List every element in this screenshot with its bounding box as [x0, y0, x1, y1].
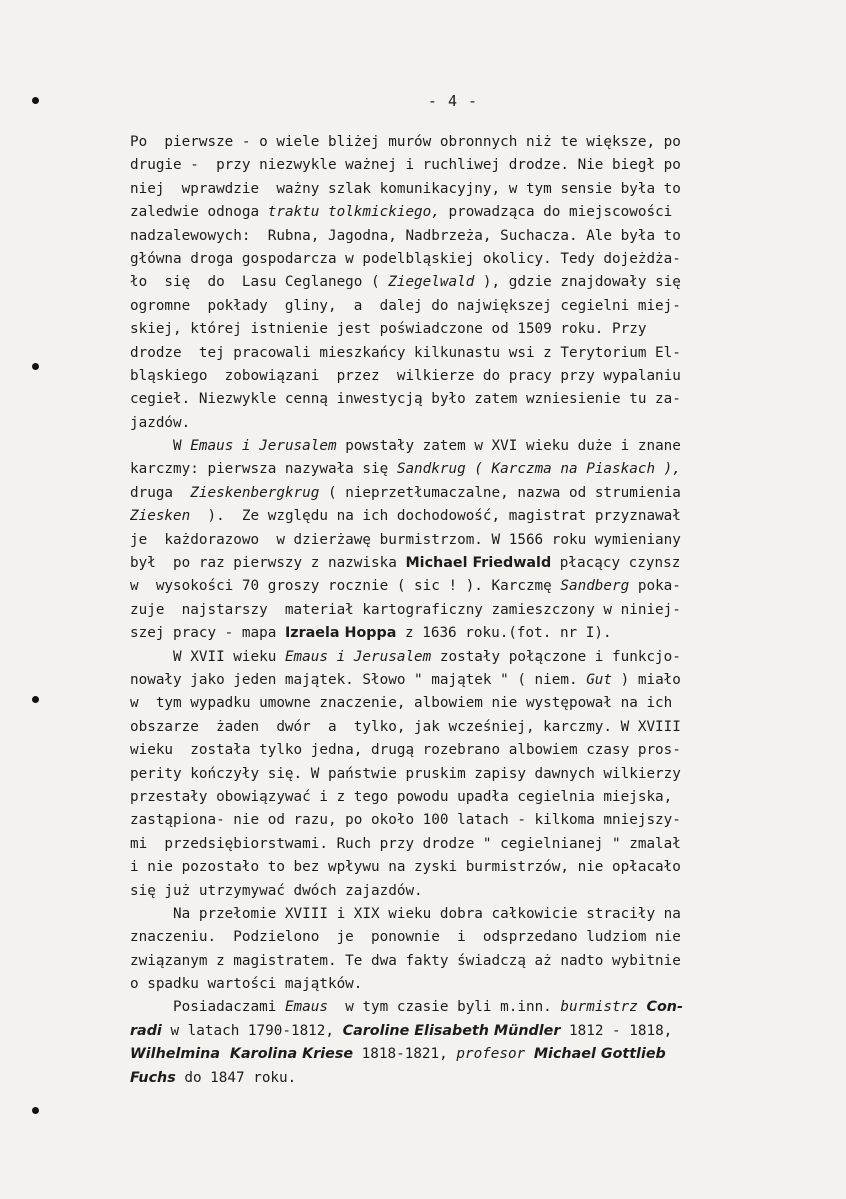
text-line [130, 318, 790, 341]
text-run: W XVII wieku [130, 648, 285, 665]
text-run: ło się do Lasu Ceglanego ( [130, 274, 389, 291]
text-run: w tym czasie byli m.inn. [327, 999, 561, 1016]
emphasized-text: Emaus i Jerusalem [284, 648, 432, 665]
emphasized-text: burmistrz [560, 999, 647, 1016]
text-run: wieku została tylko jedna, drugą rozebrano albowiem czasy pros- [130, 742, 681, 759]
text-run: się już utrzymywać dwóch zajazdów. [130, 882, 423, 899]
emphasized-text: Emaus i Jerusalem [190, 438, 337, 455]
text-line [130, 388, 790, 411]
text-run: ), gdzie znajdowały się [474, 274, 681, 291]
text-line [130, 669, 790, 692]
text-line [130, 646, 790, 669]
text-run: niej wprawdzie ważny szlak komunikacyjny, w tym sensie była to [130, 180, 681, 197]
emphasized-text: Michael Friedwald [405, 555, 552, 572]
text-run: obszarze żaden dwór a tylko, jak wcześniej, karczmy. W XVIII [130, 718, 681, 735]
text-line [130, 599, 790, 622]
text-run: bląskiego zobowiązani przez wilkierze do pracy przy wypalaniu [130, 367, 681, 384]
text-run: płacący czynsz [551, 555, 681, 572]
emphasized-text: Gut [586, 671, 613, 688]
text-line [130, 786, 790, 809]
text-line [130, 903, 790, 926]
text-line [130, 833, 790, 856]
punch-hole-mark [32, 363, 39, 370]
emphasized-text: profesor [456, 1046, 534, 1063]
emphasized-text: Izraela Hoppa [284, 625, 397, 642]
text-line [130, 950, 790, 973]
text-line [130, 295, 790, 318]
text-line [130, 809, 790, 832]
text-line [130, 131, 790, 154]
text-line [130, 575, 790, 598]
text-line [130, 1020, 790, 1043]
emphasized-text: Emaus [284, 999, 328, 1016]
emphasized-text: Michael Gottlieb [533, 1046, 666, 1063]
text-run: powstały zatem w XVI wieku duże i znane [336, 438, 681, 455]
text-line [130, 1043, 790, 1066]
emphasized-text: Wilhelmina Karolina Kriese [130, 1046, 354, 1063]
text-run: ogromne pokłady gliny, a dalej do największej cegielni miej- [130, 297, 681, 314]
emphasized-text: Sandberg [560, 578, 630, 595]
text-line [130, 552, 790, 575]
punch-hole-mark [32, 696, 39, 703]
text-run: Posiadaczami [130, 999, 285, 1016]
text-line [130, 458, 790, 481]
text-line [130, 201, 790, 224]
text-run: 1818-1821, [353, 1046, 457, 1063]
text-run: druga [130, 484, 191, 501]
text-run: do 1847 roku. [175, 1069, 297, 1086]
text-line [130, 973, 790, 996]
text-run: cegieł. Niezwykle cenną inwestycją było zatem wzniesienie tu za- [130, 391, 681, 408]
text-line [130, 880, 790, 903]
text-run: Na przełomie XVIII i XIX wieku dobra całkowicie straciły na [130, 905, 681, 922]
emphasized-text: Sandkrug ( Karczma na Piaskach ), [396, 461, 681, 478]
text-run: w latach 1790-1812, [161, 1022, 343, 1039]
text-run: drodze tej pracowali mieszkańcy kilkunastu wsi z Terytorium El- [130, 344, 681, 361]
text-line [130, 739, 790, 762]
text-run: był po raz pierwszy z nazwiska [130, 555, 406, 572]
text-run: zastąpiona- nie od razu, po około 100 latach - kilkoma mniejszy- [130, 812, 681, 829]
text-line [130, 856, 790, 879]
emphasized-text: radi [130, 1022, 162, 1039]
text-run: ( nieprzetłumaczalne, nazwa od strumienia [319, 484, 681, 501]
text-run: 1812 - 1818, [560, 1022, 673, 1039]
text-run: prowadząca do miejscowości [439, 204, 673, 221]
text-run: nowały jako jeden majątek. Słowo " majątek " ( niem. [130, 671, 587, 688]
text-run: ). Ze względu na ich dochodowość, magistrat przyznawał [190, 508, 681, 525]
text-line [130, 926, 790, 949]
text-run: W [130, 438, 191, 455]
text-line [130, 435, 790, 458]
text-run: zostały połączone i funkcjo- [431, 648, 681, 665]
text-line [130, 365, 790, 388]
emphasized-text: Ziesken [130, 508, 191, 525]
text-line [130, 505, 790, 528]
text-run: poka- [629, 578, 681, 595]
text-run: Po pierwsze - o wiele bliżej murów obronnych niż te większe, po [130, 134, 681, 150]
text-run: przestały obowiązywać i z tego powodu upadła cegielnia miejska, [130, 788, 673, 805]
page-number: - 4 - [427, 92, 479, 110]
text-line [130, 342, 790, 365]
text-run: szej pracy - mapa [130, 625, 285, 642]
text-run: skiej, której istnienie jest poświadczone od 1509 roku. Przy [130, 321, 647, 338]
text-run: i nie pozostało to bez wpływu na zyski burmistrzów, nie opłacało [130, 859, 681, 876]
text-run: nadzalewowych: Rubna, Jagodna, Nadbrzeża, Suchacza. Ale była to [130, 227, 681, 244]
text-run: w wysokości 70 groszy rocznie ( sic ! ). Karczmę [130, 578, 561, 595]
text-line [130, 482, 790, 505]
text-run: ) miało [612, 671, 681, 688]
text-run: perity kończyły się. W państwie pruskim zapisy dawnych wilkierzy [130, 765, 681, 782]
text-line [130, 716, 790, 739]
punch-hole-mark [32, 1107, 39, 1114]
text-run: karczmy: pierwsza nazywała się [130, 461, 397, 478]
text-run: w tym wypadku umowne znaczenie, albowiem nie występował na ich [130, 695, 673, 712]
text-line [130, 692, 790, 715]
text-line [130, 529, 790, 552]
text-line [130, 271, 790, 294]
text-run: je każdorazowo w dzierżawę burmistrzom. W 1566 roku wymieniany [130, 531, 681, 548]
text-line [130, 412, 790, 435]
emphasized-text: Caroline Elisabeth Mündler [342, 1022, 561, 1039]
text-run: jazdów. [130, 414, 191, 431]
text-line [130, 763, 790, 786]
emphasized-text: traktu tolkmickiego, [267, 204, 440, 221]
text-run: o spadku wartości majątków. [130, 976, 363, 993]
text-line [130, 178, 790, 201]
text-run: drugie - przy niezwykle ważnej i ruchliwej drodze. Nie biegł po [130, 157, 681, 174]
text-run: związanym z magistratem. Te dwa fakty świadczą aż nadto wybitnie [130, 952, 681, 969]
text-run: zuje najstarszy materiał kartograficzny zamieszczony w niniej- [130, 601, 681, 618]
text-run: mi przedsiębiorstwami. Ruch przy drodze " cegielnianej " zmalał [130, 835, 681, 852]
text-run: znaczeniu. Podzielono je ponownie i odsprzedano ludziom nie [130, 929, 681, 946]
text-run: zaledwie odnoga [130, 204, 268, 221]
text-line [130, 154, 790, 177]
emphasized-text: Ziegelwald [388, 274, 475, 291]
text-line [130, 1067, 790, 1090]
emphasized-text: Zieskenbergkrug [190, 484, 320, 501]
body-text [130, 131, 790, 1090]
text-line [130, 622, 790, 645]
text-run: z 1636 roku.(fot. nr I). [396, 625, 612, 642]
text-run: główna droga gospodarcza w podelbląskiej okolicy. Tedy dojeżdża- [130, 250, 681, 267]
emphasized-text: Con- [646, 999, 683, 1016]
text-line [130, 225, 790, 248]
text-line [130, 248, 790, 271]
emphasized-text: Fuchs [130, 1069, 176, 1086]
text-line [130, 996, 790, 1019]
